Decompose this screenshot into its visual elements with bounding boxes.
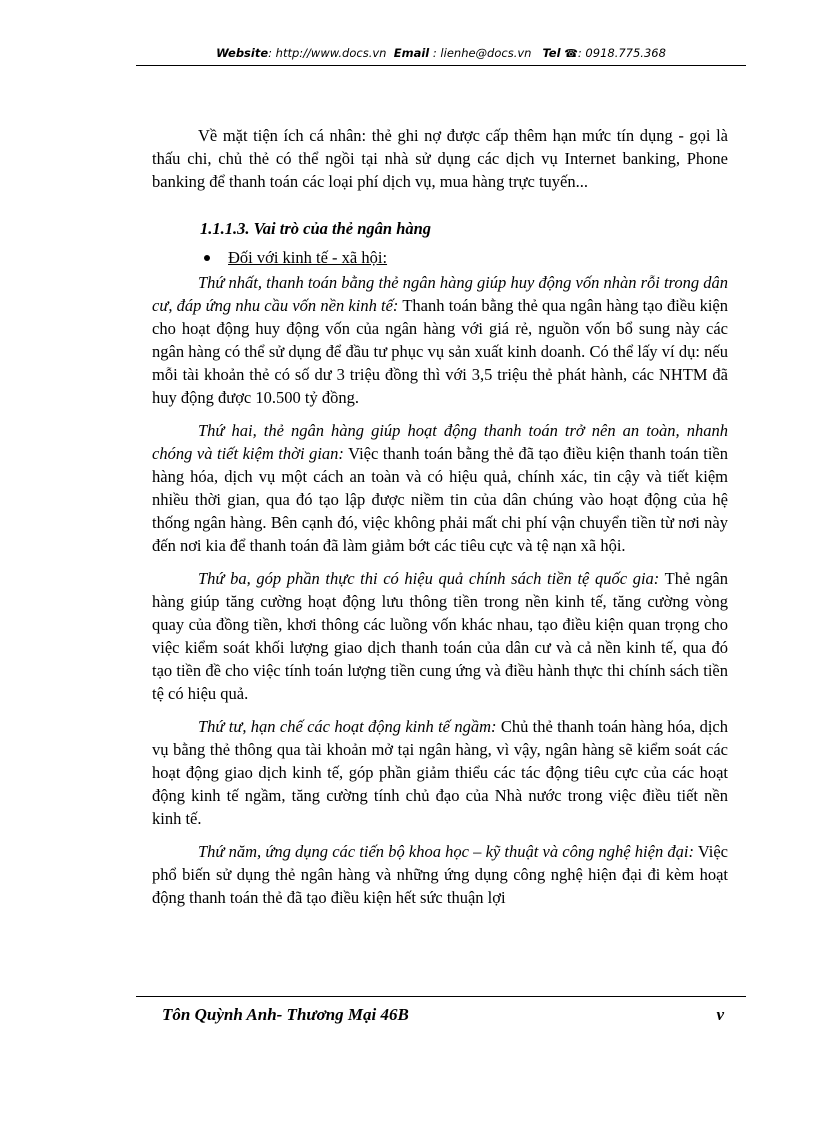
- bullet-text: Đối với kinh tế - xã hội:: [228, 248, 388, 267]
- paragraph-lead: Thứ năm, ứng dụng các tiến bộ khoa học – kỹ thuật và công nghệ hiện đại:: [198, 842, 694, 861]
- email-value: : lienhe@docs.vn: [432, 46, 532, 60]
- tel-label: Tel: [542, 46, 561, 60]
- page-header: [136, 46, 746, 66]
- paragraph-second: [152, 419, 728, 557]
- page-footer: [136, 996, 746, 1025]
- bullet-dot-icon: [204, 255, 210, 261]
- bullet-item: [152, 246, 728, 269]
- telephone-icon: ☎: [564, 47, 578, 60]
- paragraph-third: [152, 567, 728, 705]
- paragraph-fifth: [152, 840, 728, 909]
- paragraph-fourth: [152, 715, 728, 830]
- paragraph-text: Thẻ ngân hàng giúp tăng cường hoạt động lưu thông tiền trong nền kinh tế, tăng cường vòng quay của đồng tiền, khơi thông các luồng vốn khác nhau, tạo điều kiện quan trọng cho việc kiểm soát khối lượng giao dịch thanh toán của dân cư và cả nền kinh tế, qua đó tạo tiền đề cho việc tính toán lượng tiền cung ứng và điều hành thực thi chính sách tiền tệ có hiệu quả.: [152, 569, 728, 703]
- paragraph-first: [152, 271, 728, 409]
- section-heading: 1.1.1.3. Vai trò của thẻ ngân hàng: [200, 219, 432, 238]
- paragraph-text: Việc thanh toán bằng thẻ đã tạo điều kiện thanh toán tiền hàng hóa, dịch vụ một cách an toàn và có hiệu quả, chính xác, tin cậy và tiết kiệm nhiều thời gian, qua đó tạo lập được niềm tin của dân chúng vào hoạt động của hệ thống ngân hàng. Bên cạnh đó, việc không phải mất chi phí vận chuyển tiền từ nơi này đến nơi kia để thanh toán đã làm giảm bớt các tiêu cực và tệ nạn xã hội.: [152, 444, 728, 555]
- paragraph-lead: Thứ nhất, thanh toán bằng thẻ ngân hàng giúp huy động vốn nhàn rỗi trong dân cư, đáp ứng nhu cầu vốn nền kinh tế:: [152, 273, 728, 315]
- tel-value: : 0918.775.368: [577, 46, 666, 60]
- paragraph-lead: Thứ hai, thẻ ngân hàng giúp hoạt động thanh toán trở nên an toàn, nhanh chóng và tiết kiệm thời gian:: [152, 421, 728, 463]
- page-number: v: [716, 1005, 724, 1024]
- website-label: Website: [216, 46, 269, 60]
- paragraph-text: Thanh toán bằng thẻ qua ngân hàng tạo điều kiện cho hoạt động huy động vốn của ngân hàng với giá rẻ, nguồn vốn bổ sung này các ngân hàng có thể sử dụng để đầu tư phục vụ sản xuất kinh doanh. Có thể lấy ví dụ: nếu mỗi tài khoản thẻ có số dư 3 triệu đồng thì với 3,5 triệu thẻ phát hành, các NHTM đã huy động được 10.500 tỷ đồng.: [152, 296, 729, 407]
- paragraph-text: Chủ thẻ thanh toán hàng hóa, dịch vụ bằng thẻ thông qua tài khoản mở tại ngân hàng, vì vậy, ngân hàng sẽ kiểm soát các hoạt động giao dịch kinh tế, góp phần giảm thiểu các tác động tiêu cực của các hoạt động kinh tế ngầm, tăng cường tính chủ đạo của Nhà nước trong việc điều tiết nền kinh tế.: [152, 717, 728, 828]
- paragraph-text: Việc phổ biến sử dụng thẻ ngân hàng và những ứng dụng công nghệ hiện đại đi kèm hoạt động thanh toán thẻ đã tạo điều kiện hết sức thuận lợi: [152, 842, 728, 907]
- website-value: : http://www.docs.vn: [268, 46, 387, 60]
- email-label: Email: [393, 46, 430, 60]
- document-body: [152, 124, 728, 919]
- footer-author: Tôn Quỳnh Anh- Thương Mại 46B: [162, 1005, 409, 1024]
- paragraph-lead: Thứ tư, hạn chế các hoạt động kinh tế ngầm:: [198, 717, 497, 736]
- intro-paragraph: Về mặt tiện ích cá nhân: thẻ ghi nợ được cấp thêm hạn mức tín dụng - gọi là thấu chi, chủ thẻ có thể ngồi tại nhà sử dụng các dịch vụ Internet banking, Phone banking để thanh toán các loại phí dịch vụ, mua hàng trực tuyến...: [152, 126, 728, 191]
- paragraph-lead: Thứ ba, góp phần thực thi có hiệu quả chính sách tiền tệ quốc gia:: [198, 569, 660, 588]
